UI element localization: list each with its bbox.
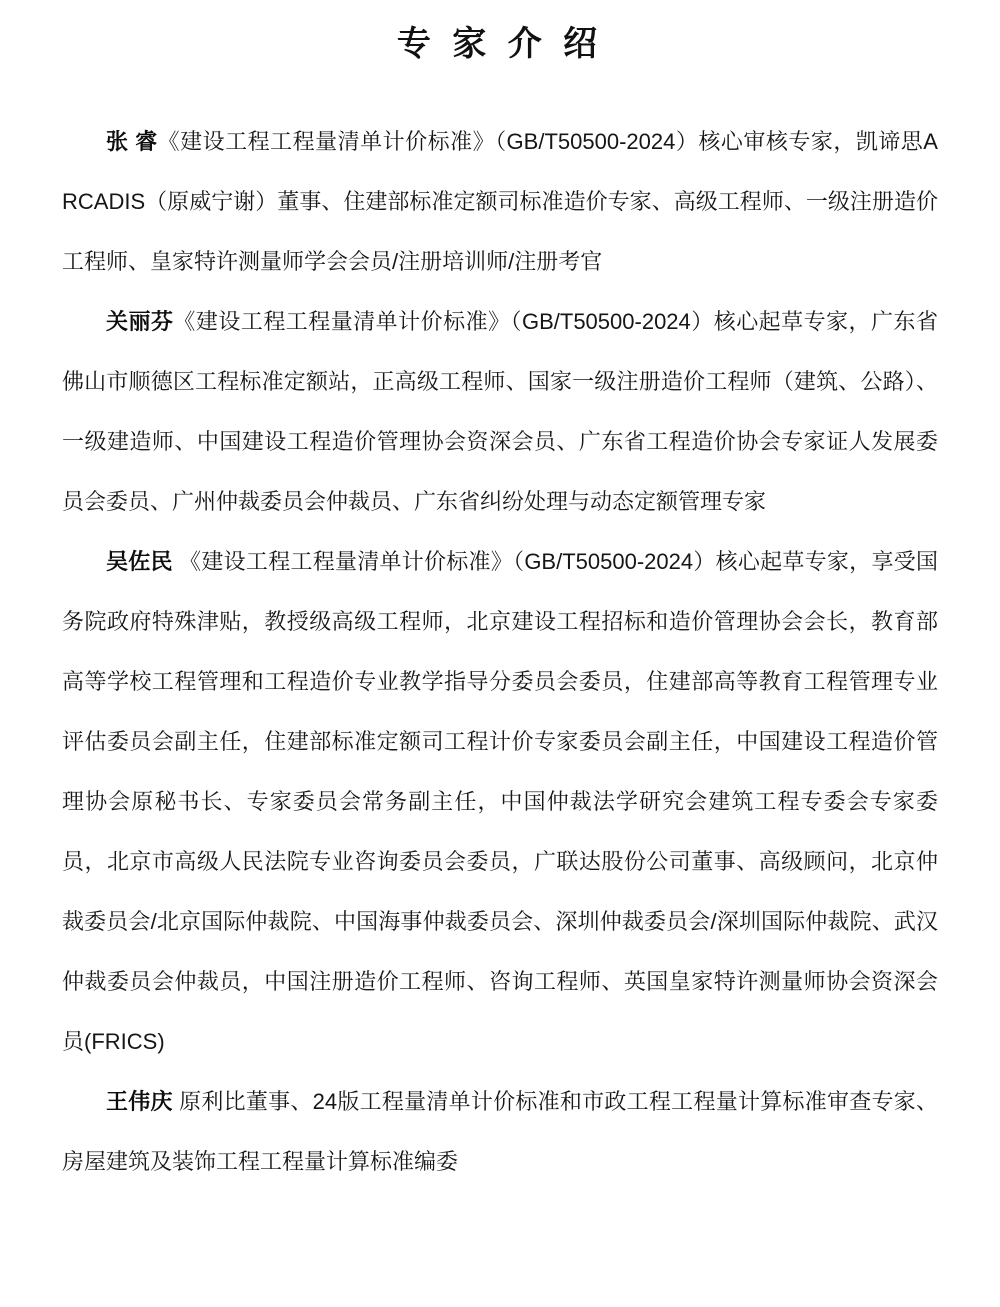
expert-bio: 《建设工程工程量清单计价标准》（GB/T50500-2024）核心审核专家，凯谛思ARCADIS（原威宁谢）董事、住建部标准定额司标准造价专家、高级工程师、一级注册造价工程师、皇家特许测量师学会会员/注册培训师/注册考官	[62, 129, 938, 274]
expert-name: 吴佐民	[106, 549, 173, 574]
expert-paragraph-guanlifen	[62, 292, 938, 532]
expert-paragraph-wangweiqing	[62, 1072, 938, 1192]
expert-paragraph-zhangrui	[62, 112, 938, 292]
expert-bio: 《建设工程工程量清单计价标准》（GB/T50500-2024）核心起草专家，享受国务院政府特殊津贴，教授级高级工程师，北京建设工程招标和造价管理协会会长，教育部高等学校工程管理和工程造价专业教学指导分委员会委员，住建部高等教育工程管理专业评估委员会副主任，住建部标准定额司工程计价专家委员会副主任，中国建设工程造价管理协会原秘书长、专家委员会常务副主任，中国仲裁法学研究会建筑工程专委会专家委员，北京市高级人民法院专业咨询委员会委员，广联达股份公司董事、高级顾问，北京仲裁委员会/北京国际仲裁院、中国海事仲裁委员会、深圳仲裁委员会/深圳国际仲裁院、武汉仲裁委员会仲裁员，中国注册造价工程师、咨询工程师、英国皇家特许测量师协会资深会员(FRICS)	[62, 549, 938, 1054]
expert-bio: 原利比董事、24版工程量清单计价标准和市政工程工程量计算标准审查专家、房屋建筑及装饰工程工程量计算标准编委	[62, 1089, 938, 1174]
expert-paragraph-wuzuomin	[62, 532, 938, 1072]
expert-name: 王伟庆	[106, 1089, 173, 1114]
expert-name: 张 睿	[106, 129, 158, 154]
expert-name: 关丽芬	[106, 309, 174, 334]
page-title: 专 家 介 绍	[396, 25, 604, 63]
expert-bio: 《建设工程工程量清单计价标准》（GB/T50500-2024）核心起草专家，广东省佛山市顺德区工程标准定额站，正高级工程师、国家一级注册造价工程师（建筑、公路）、一级建造师、中国建设工程造价管理协会资深会员、广东省工程造价协会专家证人发展委员会委员、广州仲裁委员会仲裁员、广东省纠纷处理与动态定额管理专家	[62, 309, 938, 514]
